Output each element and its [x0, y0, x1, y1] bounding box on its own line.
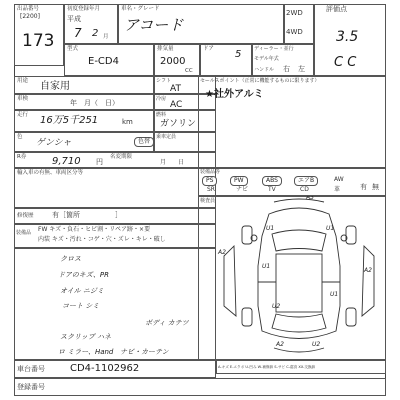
equip-pw: PW — [230, 176, 248, 186]
model-year-label: モデル年式 — [254, 56, 279, 62]
diagram-mark-a3: A3 — [306, 196, 314, 201]
selling-point-label: セールスポイント（正常に機能するものに限ります） — [200, 78, 320, 84]
equip-sr: SR — [207, 186, 215, 193]
chassis-label: 車台番号 — [17, 365, 45, 373]
reg-month: 2 — [92, 28, 99, 39]
inspection-label: 車検 — [17, 96, 29, 102]
interior-line1: FW キズ・負石・ヒビ割・リペア跡・×要 — [38, 226, 151, 233]
color-value: ゲンシャ — [36, 138, 72, 148]
car-damage-diagram — [214, 196, 384, 360]
fuel-label: 燃料 — [156, 112, 167, 118]
lot-number: 173 — [22, 31, 55, 51]
capacity-label: 乗車定員 — [156, 134, 177, 140]
recycle-label: 名変期限 — [110, 154, 133, 160]
displacement-label: 排気量 — [157, 46, 174, 52]
color-change-tag: 色替 — [134, 137, 154, 147]
model-label: 車名・グレード — [121, 6, 160, 12]
interior-label: 装備品 — [16, 230, 32, 236]
recycle-value: 月 日 — [160, 159, 185, 166]
fuel-value: ガソリン — [160, 119, 197, 129]
model-name: アコード — [124, 16, 184, 34]
diagram-mark-u1-c: U1 — [262, 263, 271, 270]
km-unit: km — [122, 118, 133, 126]
diagram-mark-u1-d: U1 — [330, 291, 339, 298]
usage-row — [14, 76, 154, 94]
ac-label: 冷房 — [156, 96, 167, 102]
notes-area — [14, 248, 216, 360]
diagram-mark-a2-a: A2 — [218, 249, 226, 256]
repair-label: 修復歴 — [17, 213, 34, 219]
doors-label: ドア — [203, 46, 214, 52]
steer-right: 右 — [283, 65, 290, 73]
chassis-number: CD4-1102962 — [70, 363, 140, 374]
reg-year: 7 — [74, 26, 82, 40]
note-3: コート シミ — [62, 302, 100, 310]
note-7: ナビ・カーテン — [120, 348, 169, 356]
lot-code: [2200] — [20, 13, 40, 20]
color-row — [14, 132, 154, 152]
note-4: ボディ カテツ — [145, 319, 189, 327]
note-6: ロ ミラー、Hand — [58, 348, 114, 356]
month-unit: 月 — [103, 34, 109, 40]
repair-value: 有［箇所 ］ — [52, 211, 122, 219]
diagram-mark-u1-b: U1 — [326, 225, 335, 232]
note-1: ドアのキズ、PR — [58, 271, 109, 279]
trans-value: AT — [170, 84, 181, 94]
equip-navi: ナビ — [236, 186, 249, 193]
diagram-mark-u1-a: U1 — [266, 225, 275, 232]
tax-yen: 円 — [96, 158, 103, 166]
era: 平成 — [67, 15, 81, 23]
drive-2wd: 2WD — [286, 9, 303, 17]
note-2: オイル ニジミ — [60, 287, 104, 295]
selling-point-value: ★社外アルミ — [205, 89, 264, 100]
tax-value: 9,710 — [52, 156, 81, 167]
usage-label: 用途 — [17, 78, 29, 84]
model-code: E-CD4 — [88, 56, 119, 67]
equip-yes: 有 — [360, 183, 367, 191]
damage-legend: A-キズ E-エクボ U-凹み W-補修跡 S-サビ C-腐食 XX-交換跡 — [218, 365, 316, 369]
steer-left: 左 — [298, 65, 305, 73]
trans-label: シフト — [156, 78, 172, 84]
reg-no-label: 登録番号 — [17, 383, 45, 391]
reg-no-row — [14, 378, 386, 396]
diagram-mark-u2-b: U2 — [312, 341, 321, 348]
model-code-label: 型式 — [67, 46, 79, 52]
doors-value: 5 — [235, 49, 242, 60]
dealer-label: ディーラー・並行 — [254, 46, 294, 52]
equip-tv: TV — [268, 186, 276, 193]
note-5: スクリップ ハネ — [60, 333, 111, 341]
inspection-value: 年 月（ 日） — [70, 99, 119, 107]
equip-cd: CD — [300, 186, 309, 193]
drive-4wd: 4WD — [286, 28, 303, 36]
reg-label: 初度登録年月 — [67, 6, 101, 12]
usage-value: 自家用 — [40, 81, 70, 92]
interior-line2: 内装 キズ・汚れ・コゲ・穴・ズレ・キレ・破し — [38, 236, 166, 243]
diagram-mark-a2-c: A2 — [276, 341, 284, 348]
equip-ps: PS — [202, 176, 217, 186]
cc-unit: CC — [185, 68, 193, 74]
mileage-label: 走行 — [17, 112, 29, 118]
equip-leather: 革 — [334, 186, 341, 193]
equip-aw: AW — [334, 176, 344, 183]
equip-no: 無 — [372, 183, 379, 191]
displacement: 2000 — [160, 56, 186, 67]
score-value: 3.5 — [336, 29, 359, 45]
ac-value: AC — [170, 100, 183, 110]
steer-label: ハンドル — [254, 67, 275, 73]
mileage-value: 16万5千251 — [40, 115, 99, 126]
equipment-box — [198, 168, 386, 196]
score-label: 評価点 — [326, 5, 347, 13]
diagram-mark-a2-b: A2 — [364, 267, 372, 274]
lot-label: 出品番号 — [17, 6, 40, 12]
inspector-label: 検査員 — [200, 198, 216, 204]
equipment-label: 装備品等 — [200, 169, 221, 175]
import-label: 輸入車の有無、車両区分等 — [17, 170, 84, 176]
tax-label: R券 — [17, 154, 27, 160]
diagram-mark-u2-a: U2 — [272, 303, 281, 310]
score-sub: C C — [334, 55, 357, 70]
color-label: 色 — [17, 134, 23, 140]
note-0: クロス — [60, 255, 81, 263]
equip-abs: ABS — [262, 176, 282, 186]
equip-airbag: エアB — [294, 176, 318, 186]
